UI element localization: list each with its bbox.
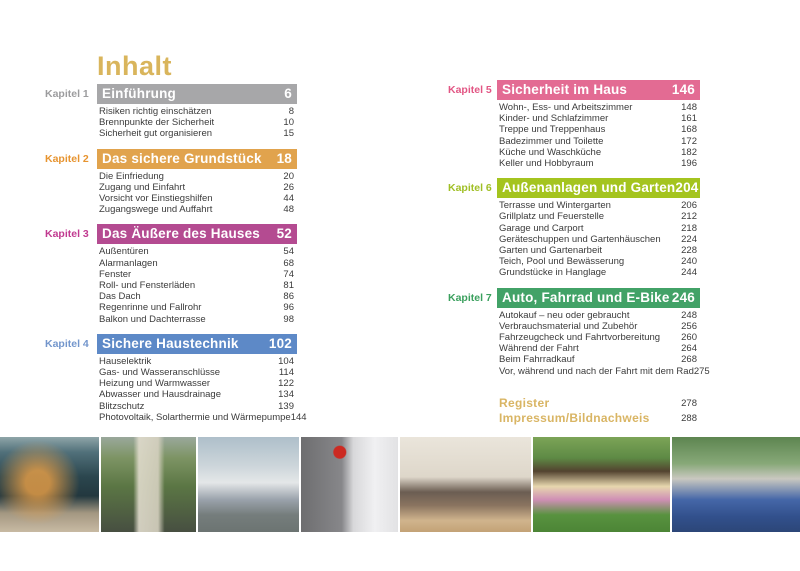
toc-item-label: Badezimmer und Toilette [499, 135, 604, 147]
toc-item-page-number: 54 [283, 246, 294, 258]
toc-item-page-number: 260 [681, 332, 697, 344]
toc-item-row [99, 302, 296, 313]
chapter-title: Das sichere Grundstück [102, 150, 262, 166]
chapter-title: Außenanlagen und Garten [502, 180, 676, 196]
chapter-kapitel-label: Kapitel 4 [45, 337, 89, 350]
toc-item-page-number: 264 [681, 343, 697, 355]
toc-item-label: Küche und Waschküche [499, 146, 602, 158]
chapter-kapitel-label: Kapitel 1 [45, 88, 89, 100]
toc-item-label: Balkon und Dachterrasse [99, 313, 206, 325]
toc-item-label: Teich, Pool und Bewässerung [499, 256, 625, 268]
toc-item-label: Treppe und Treppenhaus [499, 124, 606, 136]
toc-item-page-number: 182 [681, 146, 697, 158]
chapter-header [97, 149, 297, 169]
toc-item-row [499, 113, 699, 124]
chapter-kapitel-label: Kapitel 7 [448, 291, 492, 304]
toc-item-page-number: 148 [681, 102, 697, 113]
toc-item-page-number: 68 [283, 257, 294, 269]
toc-item-label: Zugangswege und Auffahrt [99, 204, 213, 216]
toc-item-label: Grillplatz und Feuerstelle [499, 211, 605, 223]
toc-item-row [99, 117, 296, 128]
impressum-page-number: 288 [681, 412, 697, 424]
chapter-title: Einführung [102, 86, 176, 101]
toc-item-row [499, 343, 699, 354]
impressum-label: Impressum/Bildnachweis [499, 410, 650, 425]
register-label: Register [499, 395, 550, 410]
toc-item-page-number: 20 [283, 170, 294, 182]
toc-item-page-number: 86 [283, 291, 294, 303]
chapter-kapitel-label: Kapitel 2 [45, 152, 89, 165]
toc-item-row [499, 200, 699, 211]
toc-item-label: Garten und Gartenarbeit [499, 245, 602, 257]
toc-item-label: Kinder- und Schlafzimmer [499, 113, 609, 125]
toc-item-label: Das Dach [99, 291, 141, 303]
toc-item-row [99, 204, 296, 215]
chapter-kapitel-label: Kapitel 3 [45, 228, 89, 241]
toc-item-row [99, 280, 296, 291]
toc-item-page-number: 206 [681, 200, 697, 212]
toc-item-row [499, 234, 699, 245]
chapter-kapitel-label: Kapitel 6 [448, 182, 492, 195]
chapter-item-list [97, 171, 297, 216]
toc-item-label: Abwasser und Hausdrainage [99, 389, 221, 401]
toc-item-page-number: 81 [283, 280, 294, 292]
toc-item-row [499, 310, 699, 321]
toc-item-page-number: 122 [278, 378, 294, 390]
chapter-block [45, 224, 297, 324]
toc-item-row [499, 365, 710, 377]
toc-item-page-number: 98 [283, 313, 294, 325]
chapter-header [97, 224, 297, 244]
toc-item-row [99, 171, 296, 182]
toc-item-row [499, 354, 699, 365]
chapter-title: Sichere Haustechnik [102, 335, 239, 351]
chapter-header [97, 334, 297, 354]
toc-item-row [99, 291, 296, 302]
toc-column-left [45, 84, 307, 432]
toc-item-label: Fenster [99, 268, 132, 280]
backmatter-row [497, 411, 700, 426]
toc-item-row [499, 136, 699, 147]
toc-item-page-number: 240 [681, 256, 697, 268]
toc-item-page-number: 96 [283, 302, 294, 314]
photo-car-with-bike-rack [672, 437, 800, 532]
backmatter-section [448, 396, 700, 426]
toc-item-row [99, 401, 296, 412]
chapter-page-number: 102 [268, 335, 292, 351]
toc-item-label: Autokauf – neu oder gebraucht [499, 309, 630, 321]
toc-item-page-number: 168 [681, 124, 697, 136]
toc-item-row [99, 128, 296, 139]
toc-item-label: Wohn-, Ess- und Arbeitszimmer [499, 102, 633, 113]
toc-item-label: Heizung und Warmwasser [99, 378, 211, 390]
toc-item-page-number: 172 [681, 135, 697, 147]
toc-item-row [99, 269, 296, 280]
toc-item-page-number: 104 [278, 355, 294, 367]
toc-item-label: Roll- und Fensterläden [99, 280, 196, 292]
chapter-title: Sicherheit im Haus [502, 82, 628, 97]
toc-item-row [99, 389, 296, 400]
toc-item-label: Vorsicht vor Einstiegshilfen [99, 193, 213, 205]
toc-item-row [99, 356, 296, 367]
chapter-item-list [97, 106, 297, 140]
photo-wintergarten-at-dusk [0, 437, 99, 532]
chapter-header [97, 84, 297, 104]
toc-item-label: Außentüren [99, 246, 149, 258]
toc-item-label: Brennpunkte der Sicherheit [99, 117, 215, 129]
toc-item-row [99, 246, 296, 257]
toc-item-label: Hauselektrik [99, 355, 152, 367]
toc-item-label: Verbrauchsmaterial und Zubehör [499, 320, 638, 332]
toc-item-row [99, 367, 296, 378]
chapter-block [448, 288, 710, 377]
toc-item-row [499, 267, 699, 278]
toc-item-page-number: 275 [693, 365, 710, 377]
toc-item-label: Blitzschutz [99, 400, 145, 412]
toc-item-page-number: 218 [681, 222, 697, 234]
chapter-header [497, 178, 700, 198]
toc-item-page-number: 268 [681, 354, 697, 366]
toc-item-label: Grundstücke in Hanglage [499, 267, 607, 279]
toc-item-label: Geräteschuppen und Gartenhäuschen [499, 233, 661, 245]
toc-item-page-number: 114 [278, 367, 294, 379]
toc-item-label: Regenrinne und Fallrohr [99, 302, 202, 314]
toc-item-row [499, 256, 699, 267]
toc-item-row [99, 182, 296, 193]
chapter-kapitel-label: Kapitel 5 [448, 84, 492, 96]
toc-item-row [499, 321, 699, 332]
toc-item-row [499, 147, 699, 158]
backmatter-row [497, 396, 700, 411]
photo-living-room-interior [400, 437, 531, 532]
toc-item-page-number: 144 [290, 411, 307, 423]
chapter-page-number: 146 [671, 82, 695, 97]
toc-item-row [499, 124, 699, 135]
photo-house-with-flower-garden [533, 437, 670, 532]
toc-item-label: Keller und Hobbyraum [499, 158, 594, 170]
toc-item-page-number: 212 [681, 211, 697, 223]
toc-item-label: Gas- und Wasseranschlüsse [99, 367, 221, 379]
register-page-number: 278 [681, 397, 697, 409]
toc-item-row [99, 258, 296, 269]
toc-item-row [499, 158, 699, 169]
toc-item-page-number: 196 [681, 158, 697, 170]
chapter-header [497, 288, 700, 308]
chapter-block [448, 80, 700, 169]
toc-item-row [99, 314, 296, 325]
toc-item-label: Garage und Carport [499, 222, 584, 234]
toc-item-page-number: 244 [681, 267, 697, 279]
toc-item-label: Während der Fahrt [499, 343, 579, 355]
photo-boiler-utility-room [301, 437, 398, 532]
chapter-block [45, 84, 297, 140]
toc-item-page-number: 228 [681, 245, 697, 257]
toc-item-row [499, 223, 699, 234]
photo-strip [0, 437, 800, 532]
chapter-item-list [497, 200, 700, 278]
photo-modern-house-exterior [198, 437, 299, 532]
toc-item-page-number: 256 [681, 320, 697, 332]
toc-item-row [99, 106, 296, 117]
chapter-header [497, 80, 700, 100]
chapter-block [448, 178, 700, 278]
chapter-page-number: 18 [276, 150, 292, 166]
toc-item-label: Beim Fahrradkauf [499, 354, 575, 366]
toc-item-page-number: 139 [278, 400, 294, 412]
chapter-block [45, 149, 297, 216]
toc-item-page-number: 15 [283, 128, 294, 140]
toc-item-page-number: 10 [283, 117, 294, 129]
toc-item-page-number: 74 [283, 268, 294, 280]
chapter-title: Das Äußere des Hauses [102, 226, 261, 242]
toc-item-row [499, 211, 699, 222]
chapter-page-number: 6 [284, 86, 292, 101]
toc-item-row [499, 332, 699, 343]
chapter-title: Auto, Fahrrad und E-Bike [502, 289, 670, 305]
toc-item-page-number: 44 [283, 193, 294, 205]
toc-item-page-number: 26 [283, 181, 294, 193]
toc-item-label: Die Einfriedung [99, 170, 164, 182]
toc-column-right [448, 80, 710, 426]
chapter-page-number: 52 [276, 226, 292, 242]
chapter-block [45, 334, 307, 423]
toc-item-page-number: 134 [278, 389, 294, 401]
toc-item-label: Alarmanlagen [99, 257, 158, 269]
page-title: Inhalt [97, 51, 172, 82]
toc-item-label: Vor, während und nach der Fahrt mit dem Rad [499, 365, 694, 377]
toc-item-page-number: 48 [283, 204, 294, 216]
toc-item-label: Sicherheit gut organisieren [99, 128, 213, 140]
chapter-page-number: 246 [671, 289, 695, 305]
toc-item-label: Photovoltaik, Solarthermie und Wärmepumpe [99, 411, 291, 423]
toc-item-label: Risiken richtig einschätzen [99, 106, 212, 117]
toc-item-page-number: 8 [288, 106, 294, 117]
photo-garden-stepping-stone-path [101, 437, 196, 532]
chapter-item-list [497, 309, 710, 377]
chapter-page-number: 204 [675, 180, 699, 196]
chapter-item-list [97, 355, 307, 423]
toc-item-page-number: 161 [681, 113, 697, 125]
toc-item-page-number: 248 [681, 309, 697, 321]
chapter-item-list [497, 102, 700, 169]
toc-item-row [499, 102, 699, 113]
toc-item-label: Terrasse und Wintergarten [499, 200, 611, 212]
toc-item-row [99, 378, 296, 389]
toc-item-row [499, 245, 699, 256]
toc-item-row [99, 411, 307, 423]
toc-item-row [99, 193, 296, 204]
toc-item-label: Zugang und Einfahrt [99, 181, 186, 193]
chapter-item-list [97, 246, 297, 324]
toc-item-page-number: 224 [681, 233, 697, 245]
toc-item-label: Fahrzeugcheck und Fahrtvorbereitung [499, 332, 661, 344]
